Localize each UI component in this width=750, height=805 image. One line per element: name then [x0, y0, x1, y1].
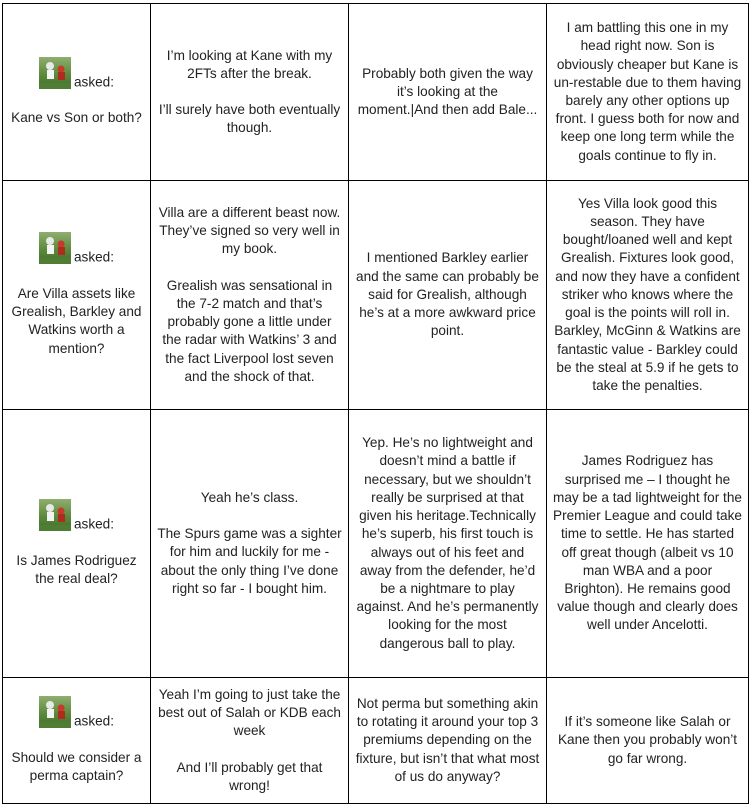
answer-paragraph: Villa are a different beast now. They’ve signed so very well in my book. — [158, 205, 341, 257]
question-text: Is James Rodriguez the real deal? — [16, 552, 137, 586]
answer-paragraph: Yep. He’s no lightweight and doesn’t mind a battle if necessary, but we shouldn’t really be surprised at that given his heritage.Technically he’s superb, his first touch is always out of his feet and away from the defender, he’d be a nightmare to play against. And he’s permanently looking for the most dangerous ball to play. — [356, 435, 539, 651]
answer-cell — [349, 678, 547, 804]
answer-cell — [547, 4, 749, 181]
asked-label: asked: — [73, 249, 115, 265]
user-avatar-icon — [39, 499, 71, 531]
asked-label: asked: — [73, 713, 115, 729]
question-cell — [3, 181, 151, 410]
answer-paragraph: I am battling this one in my head right now. Son is obviously cheaper but Kane is un-restable due to them having barely any other options up front. I guess both for now and keep one long term while the goals continue to fly in. — [553, 20, 742, 163]
question-text: Are Villa assets like Grealish, Barkley and Watkins worth a mention? — [11, 285, 142, 356]
qa-table — [2, 3, 749, 804]
answer-paragraph: I’ll surely have both eventually though. — [158, 102, 341, 136]
question-text: Should we consider a perma captain? — [11, 749, 142, 783]
answer-cell — [151, 4, 349, 181]
table-row — [3, 181, 749, 410]
answer-paragraph: The Spurs game was a sighter for him and luckily for me - about the only thing I’ve done right so far - I bought him. — [157, 526, 342, 596]
answer-cell — [151, 181, 349, 410]
answer-paragraph: And I’ll probably get that wrong! — [176, 759, 323, 793]
answer-paragraph: Probably both given the way it’s looking at the moment.|And then add Bale... — [357, 65, 538, 118]
table-row — [3, 678, 749, 804]
answer-cell — [151, 678, 349, 804]
asked-label: asked: — [73, 74, 115, 90]
answer-paragraph: Yeah I’m going to just take the best out of Salah or KDB each week — [158, 686, 341, 739]
question-cell — [3, 410, 151, 678]
answer-paragraph: Yes Villa look good this season. They have bought/loaned well and kept Grealish. Fixtures look good, and now they have a confident striker who knows where the goal is the points will roll in. — [555, 195, 740, 321]
answer-cell — [349, 4, 547, 181]
user-avatar-icon — [39, 232, 71, 264]
asked-label: asked: — [73, 516, 115, 532]
user-avatar-icon — [39, 696, 71, 728]
answer-paragraph: Yeah he’s class. — [200, 489, 299, 505]
question-cell — [3, 4, 151, 181]
answer-paragraph: If it’s someone like Salah or Kane then you probably won’t go far wrong. — [557, 714, 738, 766]
table-row — [3, 4, 749, 181]
answer-cell — [547, 181, 749, 410]
answer-paragraph: I mentioned Barkley earlier and the same can probably be said for Grealish, although he’s at a more awkward price point. — [356, 250, 539, 339]
answer-paragraph: Grealish was sensational in the 7-2 match and that’s probably gone a little under the radar with Watkins’ 3 and the fact Liverpool lost seven and the shock of that. — [162, 277, 337, 384]
answer-paragraph: Not perma but something akin to rotating it around your top 3 premiums depending on the fixture, but isn’t that what most of us do anyway? — [355, 695, 540, 784]
question-cell — [3, 678, 151, 804]
answer-cell — [349, 410, 547, 678]
answer-cell — [547, 410, 749, 678]
answer-cell — [547, 678, 749, 804]
answer-cell — [349, 181, 547, 410]
answer-paragraph: I’m looking at Kane with my 2FTs after the break. — [166, 47, 333, 81]
answer-paragraph: James Rodriguez has surprised me – I thought he may be a tad lightweight for the Premier League and could take time to settle. He has started off great though (albeit vs 10 man WBA and a poor Brighton). He remains good value though and clearly does well under Ancelotti. — [553, 453, 742, 633]
table-row — [3, 410, 749, 678]
question-text: Kane vs Son or both? — [11, 110, 142, 126]
user-avatar-icon — [39, 57, 71, 89]
answer-cell — [151, 410, 349, 678]
answer-paragraph: Barkley, McGinn & Watkins are fantastic value - Barkley could be the steal at 5.9 if he gets to take the penalties. — [554, 323, 741, 393]
